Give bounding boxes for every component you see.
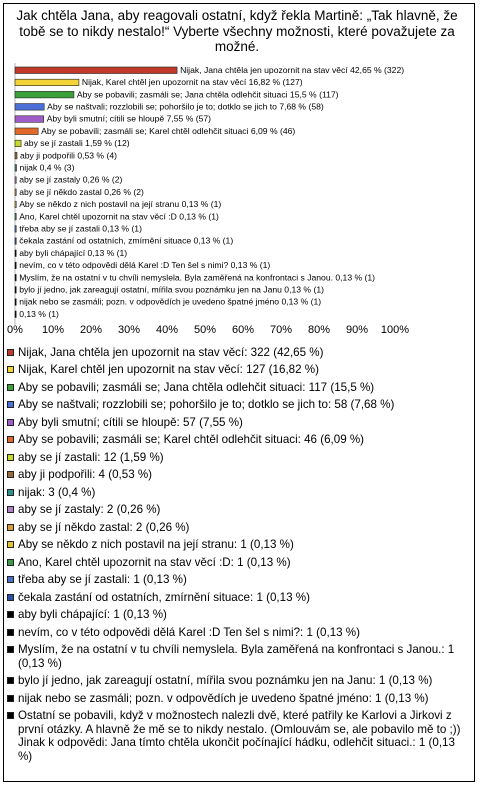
- bar-11: [15, 189, 16, 196]
- x-tick-label: 80%: [307, 324, 331, 336]
- legend-item-9: [6, 486, 468, 500]
- legend-swatch-5: [7, 419, 14, 426]
- legend-swatch-15: [7, 594, 14, 601]
- legend-item-2: [6, 363, 468, 377]
- bar-chart: [0, 0, 480, 345]
- bar-label-1: Nijak, Jana chtěla jen upozornit na stav věcí 42,65 % (322): [180, 64, 405, 75]
- x-tick-label: 90%: [345, 324, 369, 336]
- legend-label-3: Aby se pobavili; zasmáli se; Jana chtěla odlehčit situaci: 117 (15,5 %): [18, 380, 375, 394]
- legend-swatch-2: [7, 366, 14, 373]
- bar-19: [15, 287, 16, 294]
- legend-swatch-4: [7, 401, 14, 408]
- legend-swatch-6: [7, 436, 14, 443]
- legend-label-12: Aby se někdo z nich postavil na její stranu: 1 (0,13 %): [18, 538, 294, 552]
- x-tick-label: 50%: [193, 324, 217, 336]
- bar-label-19: bylo jí jedno, jak zareagují ostatní, mířila svou poznámku jen na Janu 0,13 % (1): [19, 284, 324, 295]
- legend-swatch-12: [7, 541, 14, 548]
- legend-swatch-13: [7, 559, 14, 566]
- bar-4: [15, 104, 44, 111]
- legend-swatch-14: [7, 576, 14, 583]
- legend-item-4: [6, 398, 468, 412]
- bar-1: [15, 67, 177, 74]
- bar-17: [15, 262, 16, 269]
- bar-label-6: Aby se pobavili; zasmáli se; Karel chtěl odlehčit situaci 6,09 % (46): [41, 125, 296, 136]
- bar-label-21: 0,13 % (1): [19, 308, 59, 319]
- bar-label-13: Ano, Karel chtěl upozornit na stav věcí :D 0,13 % (1): [19, 211, 219, 222]
- legend-item-11: [6, 521, 468, 535]
- x-tick-label: 10%: [41, 324, 65, 336]
- legend-label-2: Nijak, Karel chtěl jen upozornit na stav věcí: 127 (16,82 %): [18, 363, 319, 377]
- bar-label-11: aby se jí někdo zastal 0,26 % (2): [19, 186, 144, 197]
- bar-label-7: aby se jí zastali 1,59 % (12): [24, 138, 130, 149]
- bar-6: [15, 128, 38, 135]
- legend-label-8: aby ji podpořili: 4 (0,53 %): [18, 468, 153, 482]
- bar-3: [15, 91, 74, 98]
- legend-swatch-10: [7, 506, 14, 513]
- legend-item-3: [6, 381, 468, 395]
- bar-label-18: Myslím, že na ostatní v tu chvíli nemyslela. Byla zaměřená na konfrontaci s Janou. 0,13 % (1): [19, 272, 376, 283]
- legend-item-19: [6, 674, 468, 688]
- legend-label-11: aby se jí někdo zastal: 2 (0,26 %): [18, 520, 190, 534]
- bar-8: [15, 152, 17, 159]
- bar-18: [15, 274, 16, 281]
- legend-item-1: [6, 346, 468, 360]
- legend-swatch-11: [7, 524, 14, 531]
- bar-label-3: Aby se pobavili; zasmáli se; Jana chtěla odlehčit situaci 15,5 % (117): [76, 89, 339, 100]
- bar-9: [15, 165, 17, 172]
- bar-14: [15, 226, 16, 233]
- bar-12: [15, 201, 16, 208]
- legend-swatch-17: [7, 629, 14, 636]
- legend-label-7: aby se jí zastali: 12 (1,59 %): [18, 450, 164, 464]
- bar-label-9: nijak 0,4 % (3): [19, 162, 75, 173]
- legend-label-4: Aby se naštvali; rozzlobili se; pohoršilo je to; dotklo se jich to: 58 (7,68 %): [18, 398, 395, 412]
- legend-swatch-7: [7, 454, 14, 461]
- bar-label-17: nevím, co v této odpovědi dělá Karel :D Ten šel s nimi? 0,13 % (1): [19, 260, 271, 271]
- bar-label-4: Aby se naštvali; rozzlobili se; pohoršilo je to; dotklo se jich to 7,68 % (58): [47, 101, 324, 112]
- bar-10: [15, 177, 16, 184]
- bar-7: [15, 140, 21, 147]
- bar-21: [15, 311, 16, 318]
- legend-label-21: Ostatní se pobavili, když v možnostech nalezli dvě, které patřily ke Karlovi a Jirkovi z první otázky. A hlavně že mě se to nikdy nestalo. (Omlouvám se, ale pobavilo mě to ;)) Jinak k odpovědi: Jana tímto chtěla ukončit počínající hádku, odlehčit situaci.: 1 (0,13 %): [18, 709, 461, 764]
- legend-swatch-3: [7, 384, 14, 391]
- legend-label-20: nijak nebo se zasmáli; pozn. v odpovědích je uvedeno špatné jméno: 1 (0,13 %): [18, 691, 429, 705]
- legend-item-13: [6, 556, 468, 570]
- legend-label-5: Aby byli smutní; cítili se hloupě: 57 (7,55 %): [18, 415, 243, 429]
- legend-item-6: [6, 433, 468, 447]
- bar-label-8: aby ji podpořili 0,53 % (4): [20, 150, 117, 161]
- legend-swatch-21: [7, 712, 14, 719]
- bar-label-16: aby byli chápající 0,13 % (1): [19, 247, 128, 258]
- legend-swatch-1: [7, 349, 14, 356]
- legend-item-15: [6, 591, 468, 605]
- legend-label-13: Ano, Karel chtěl upozornit na stav věcí :D: 1 (0,13 %): [18, 555, 291, 569]
- legend-label-6: Aby se pobavili; zasmáli se; Karel chtěl odlehčit situaci: 46 (6,09 %): [18, 433, 365, 447]
- legend-item-12: [6, 538, 468, 552]
- legend-swatch-16: [7, 611, 14, 618]
- bar-label-5: Aby byli smutní; cítili se hloupě 7,55 % (57): [46, 113, 212, 124]
- legend-swatch-8: [7, 471, 14, 478]
- legend-label-19: bylo jí jedno, jak zareagují ostatní, mířila svou poznámku jen na Janu: 1 (0,13 %): [18, 674, 433, 688]
- bar-20: [15, 299, 16, 306]
- chart-title: Jak chtěla Jana, aby reagovali ostatní, když řekla Martině: „Tak hlavně, že tobě se to nikdy nestalo!“ Vyberte všechny možnosti, které považujete za možné.: [16, 8, 458, 54]
- bar-2: [15, 79, 79, 86]
- x-tick-label: 20%: [79, 324, 103, 336]
- legend-item-21: [6, 709, 468, 763]
- legend-item-16: [6, 608, 468, 622]
- x-tick-label: 70%: [269, 324, 293, 336]
- bar-15: [15, 238, 16, 245]
- bar-label-2: Nijak, Karel chtěl jen upozornit na stav věcí 16,82 % (127): [81, 77, 303, 88]
- legend-label-10: aby se jí zastaly: 2 (0,26 %): [18, 503, 161, 517]
- legend-swatch-18: [7, 646, 14, 653]
- legend-item-10: [6, 503, 468, 517]
- bar-label-12: Aby se někdo z nich postavil na její stranu 0,13 % (1): [19, 199, 222, 210]
- legend-item-17: [6, 626, 468, 640]
- legend-label-18: Myslím, že na ostatní v tu chvíli nemyslela. Byla zaměřená na konfrontaci s Janou.: 1 (0,13 %): [18, 643, 455, 670]
- legend-label-1: Nijak, Jana chtěla jen upozornit na stav věcí: 322 (42,65 %): [18, 346, 324, 359]
- x-tick-label: 60%: [231, 324, 255, 336]
- bar-label-20: nijak nebo se zasmáli; pozn. v odpovědích je uvedeno špatné jméno 0,13 % (1): [19, 296, 322, 307]
- bar-16: [15, 250, 16, 257]
- legend-label-17: nevím, co v této odpovědi dělá Karel :D Ten šel s nimi?: 1 (0,13 %): [18, 625, 360, 639]
- legend-item-7: [6, 451, 468, 465]
- legend-label-15: čekala zastání od ostatních, zmírnění situace: 1 (0,13 %): [18, 590, 310, 604]
- legend-item-14: [6, 573, 468, 587]
- chart-legend: [6, 346, 468, 768]
- legend-swatch-9: [7, 489, 14, 496]
- x-tick-label: 0%: [7, 324, 23, 336]
- legend-item-20: [6, 692, 468, 706]
- bar-label-14: třeba aby se jí zastali 0,13 % (1): [19, 223, 142, 234]
- x-tick-label: 40%: [155, 324, 179, 336]
- bar-13: [15, 213, 16, 220]
- x-tick-label: 100%: [380, 324, 410, 336]
- x-tick-label: 30%: [117, 324, 141, 336]
- legend-item-5: [6, 416, 468, 430]
- bar-label-10: aby se jí zastaly 0,26 % (2): [19, 174, 123, 185]
- legend-item-18: [6, 643, 468, 670]
- legend-label-9: nijak: 3 (0,4 %): [18, 485, 96, 499]
- legend-item-8: [6, 468, 468, 482]
- bar-label-15: čekala zastání od ostatních, zmírnění situace 0,13 % (1): [19, 235, 234, 246]
- legend-label-16: aby byli chápající: 1 (0,13 %): [18, 608, 167, 622]
- bar-5: [15, 116, 44, 123]
- legend-label-14: třeba aby se jí zastali: 1 (0,13 %): [18, 573, 187, 587]
- legend-swatch-19: [7, 677, 14, 684]
- legend-swatch-20: [7, 695, 14, 702]
